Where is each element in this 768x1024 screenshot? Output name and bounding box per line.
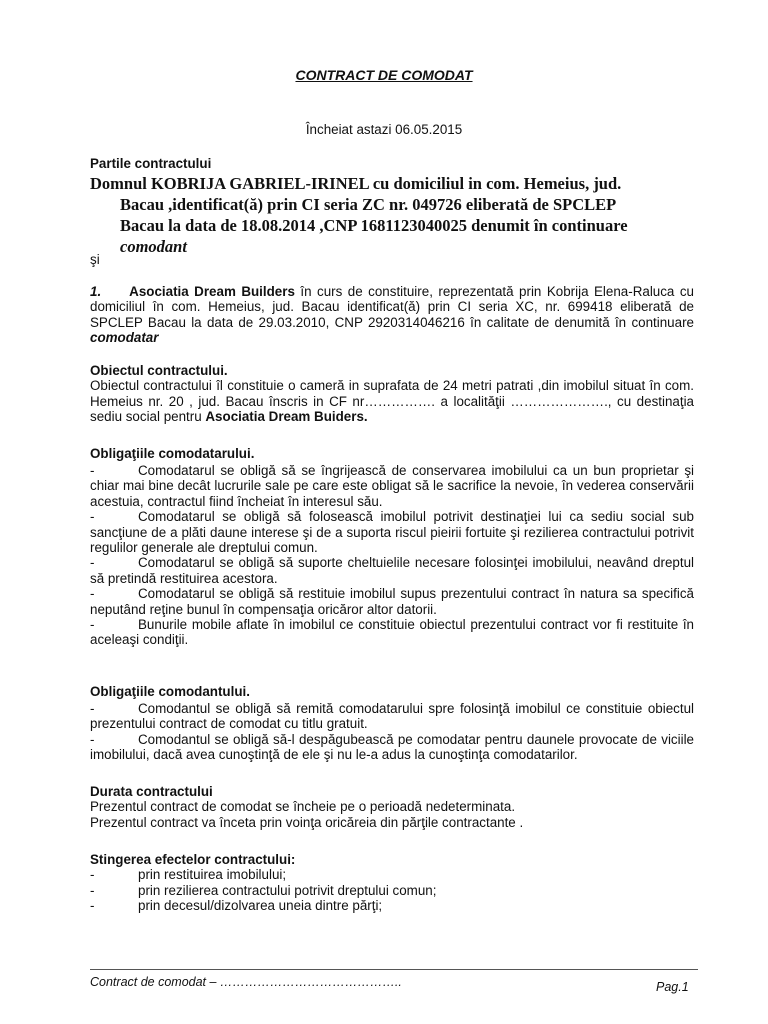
list-item-text: Bunurile mobile aflate în imobilul ce constituie obiectul prezentului contract vor fi restituite în aceleaşi condiţii. xyxy=(90,617,694,648)
duration-section xyxy=(90,784,694,830)
parties-section xyxy=(90,156,694,171)
termination-heading: Stingerea efectelor contractului: xyxy=(90,852,296,867)
list-item: - Comodatarul se obligă să se îngrijească de conservarea imobilului ca un bun proprietar şi chiar mai bine decât lucrurile sale pe care este obligat să le sacrifice la nevoie, în vederea conservării acestuia, contractul fiind încheiat în interesul său. xyxy=(90,463,694,509)
list-item-text: Comodatarul se obligă să se îngrijească de conservarea imobilului ca un bun proprietar şi chiar mai bine decât lucrurile sale pe care este obligat să le sacrifice la nevoie, în vederea conservării acestuia, contractul fiind încheiat în interesul său. xyxy=(90,463,694,509)
list-item: - prin rezilierea contractului potrivit dreptului comun; xyxy=(90,883,694,898)
comodant-obligations-list xyxy=(90,701,694,763)
footer-left-text: Contract de comodat – …………………………………….. xyxy=(90,975,402,989)
comodant-obligations-heading: Obligaţiile comodantului. xyxy=(90,684,250,699)
list-item-text: Comodantul se obligă să-l despăgubească pe comodatar pentru daunele provocate de viciile imobilului, dacă avea cunoştinţă de ele şi nu le-a adus la cunoştinţa comodatarilor. xyxy=(90,731,694,763)
comodant-line-3: Bacau la data de 18.08.2014 ,CNP 1681123040025 denumit în continuare xyxy=(120,216,628,235)
list-item-text: prin restituirea imobilului; xyxy=(138,867,287,883)
list-item: - Comodatarul se obligă să restituie imobilul supus prezentului contract în natura sa specifică neputând reţine bunul în compensaţia oricăror altor datorii. xyxy=(90,586,694,617)
comodatar-label: comodatar xyxy=(90,330,159,346)
list-item-text: Comodatarul se obligă să suporte cheltuielile necesare folosinţei imobilului, neavând dreptul să pretindă restituirea acestora. xyxy=(90,555,694,586)
comodant-obligations-section xyxy=(90,684,694,699)
object-heading: Obiectul contractului. xyxy=(90,363,228,378)
and-word: şi xyxy=(90,252,100,267)
object-section xyxy=(90,363,694,425)
termination-section xyxy=(90,852,694,914)
object-beneficiary: Asociatia Dream Buiders. xyxy=(205,409,368,425)
list-item: - Bunurile mobile aflate în imobilul ce constituie obiectul prezentului contract vor fi restituite în aceleaşi condiţii. xyxy=(90,617,694,648)
second-party-number: 1. xyxy=(90,284,102,299)
list-item: - Comodantul se obligă să-l despăgubească pe comodatar pentru daunele provocate de viciile imobilului, dacă avea cunoştinţă de ele şi nu le-a adus la cunoştinţa comodatarilor. xyxy=(90,731,694,763)
list-item: - Comodatarul se obligă să suporte cheltuielile necesare folosinţei imobilului, neavând dreptul să pretindă restituirea acestora. xyxy=(90,555,694,586)
page-number: Pag.1 xyxy=(656,980,689,994)
list-item: - prin decesul/dizolvarea uneia dintre părţi; xyxy=(90,898,694,913)
comodant-block xyxy=(90,173,694,257)
list-item-text: Comodatarul se obligă să folosească imobilul potrivit destinaţiei lui ca sediu social sub sancţiune de a plăti daune interese şi de a suporta riscul pieirii fortuite şi rezilierea contractului potrivit regulilor generale ale dreptului comun. xyxy=(90,509,694,556)
second-party-paragraph xyxy=(90,284,694,346)
list-item: - Comodatarul se obligă să folosească imobilul potrivit destinaţiei lui ca sediu social sub sancţiune de a plăti daune interese şi de a suporta riscul pieirii fortuite şi rezilierea contractului potrivit regulilor generale ale dreptului comun. xyxy=(90,509,694,556)
parties-heading: Partile contractului xyxy=(90,156,212,171)
comodant-line-2: Bacau ,identificat(ă) prin CI seria ZC nr. 049726 eliberată de SPCLEP xyxy=(120,195,617,214)
comodant-line-1: Domnul KOBRIJA GABRIEL-IRINEL cu domiciliul in com. Hemeius, jud. xyxy=(90,174,622,193)
duration-line-1: Prezentul contract de comodat se încheie pe o perioadă nedeterminata. xyxy=(90,799,516,815)
list-item-text: prin rezilierea contractului potrivit dreptului comun; xyxy=(138,882,437,898)
comodant-label: comodant xyxy=(120,237,187,256)
comodatar-obligations-list xyxy=(90,463,694,648)
second-party-text: în curs de constituire, reprezentată prin Kobrija Elena-Raluca cu domiciliul în com. Hemeius, jud. Bacau identificat(ă) prin CI seria XC, nr. 699418 eliberată de SPCLEP Bacau la data de 29.03.2010, CNP 2920314046216 în calitate de denumită în continuare xyxy=(90,284,694,330)
duration-line-2: Prezentul contract va înceta prin voinţa oricăreia din părţile contractante . xyxy=(90,814,524,830)
list-item-text: Comodatarul se obligă să restituie imobilul supus prezentului contract în natura sa specifică neputând reţine bunul în compensaţia oricăror altor datorii. xyxy=(90,586,694,617)
object-text: Obiectul contractului îl constituie o cameră in suprafata de 24 metri patrati ,din imobilul situat în com. Hemeius nr. 20 , jud. Bacau înscris in CF nr……………. a localităţii …………………., cu destinaţia sediu social pentru xyxy=(90,378,694,425)
object-paragraph xyxy=(90,378,694,424)
footer-divider xyxy=(90,969,698,970)
list-item: - prin restituirea imobilului; xyxy=(90,867,694,882)
date-line: Încheiat astazi 06.05.2015 xyxy=(305,122,463,137)
document-title: CONTRACT DE COMODAT xyxy=(295,67,473,83)
duration-heading: Durata contractului xyxy=(90,784,213,799)
second-party-name: Asociatia Dream Builders xyxy=(129,284,295,299)
comodatar-obligations-section xyxy=(90,446,694,461)
list-item: - Comodantul se obligă să remită comodatarului spre folosinţă imobilul ce constituie obiectul prezentului contract de comodat cu titlu gratuit. xyxy=(90,701,694,732)
comodatar-obligations-heading: Obligaţiile comodatarului. xyxy=(90,446,255,461)
list-item-text: Comodantul se obligă să remită comodatarului spre folosinţă imobilul ce constituie obiectul prezentului contract de comodat cu titlu gratuit. xyxy=(90,701,694,732)
list-item-text: prin decesul/dizolvarea uneia dintre părţi; xyxy=(138,898,383,914)
